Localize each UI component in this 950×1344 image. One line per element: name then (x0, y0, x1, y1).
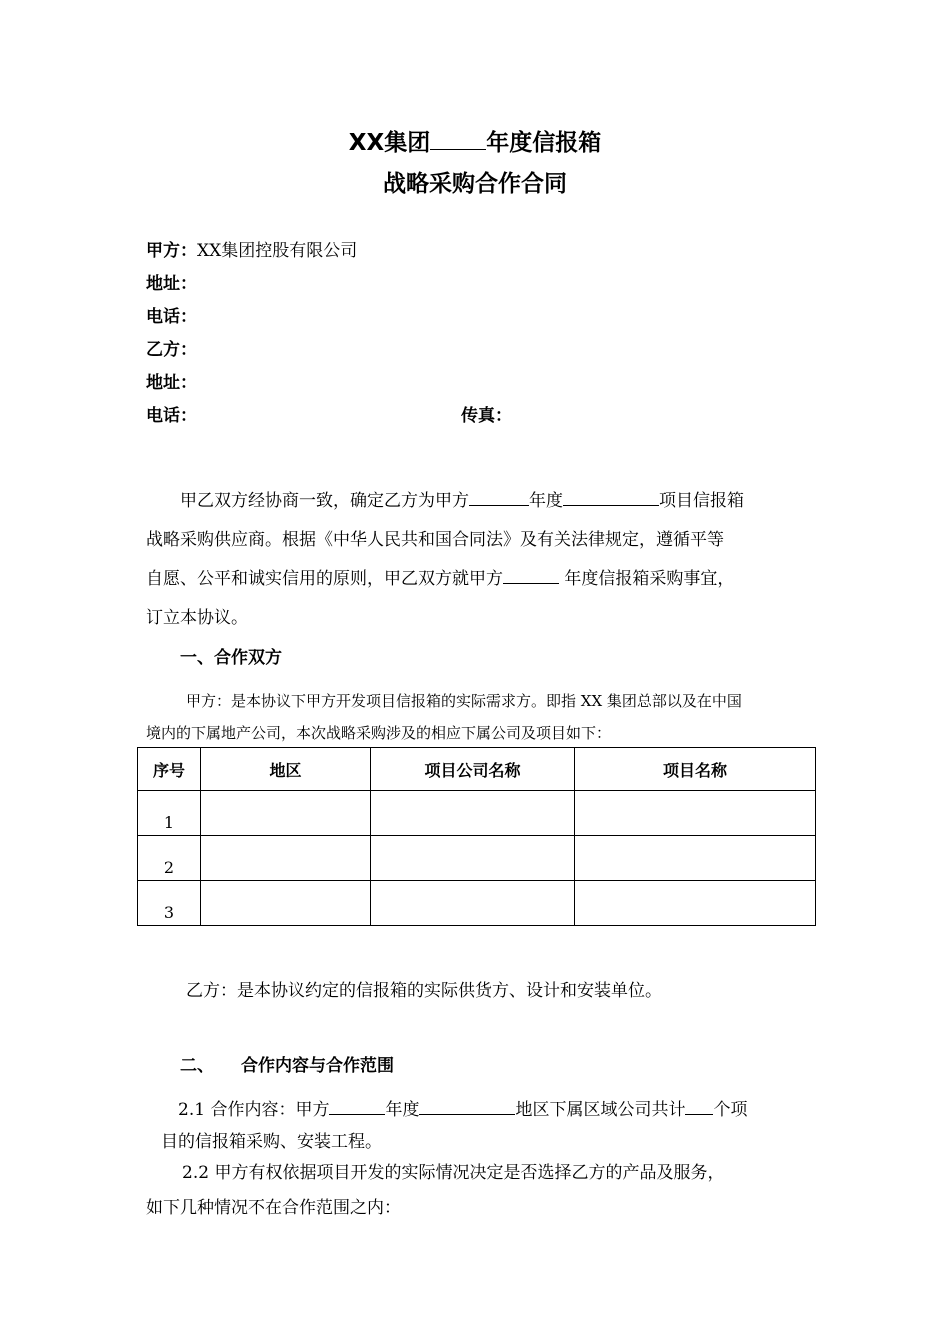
intro-line-2: 战略采购供应商。根据《中华人民共和国合同法》及有关法律规定，遵循平等 (146, 530, 724, 550)
address-a-row (146, 269, 197, 294)
section-1-paragraph-line-1: 甲方：是本协议下甲方开发项目信报箱的实际需求方。即指 XX 集团总部以及在中国 (186, 692, 742, 710)
clause-count-blank (685, 1096, 713, 1115)
table-cell (201, 881, 371, 926)
intro-line-4: 订立本协议。 (146, 608, 248, 628)
clause-2-1-line-2: 目的信报箱采购、安装工程。 (161, 1132, 382, 1152)
table-cell (371, 881, 575, 926)
party-b-label: 乙方： (146, 340, 197, 360)
intro-project-blank (563, 487, 659, 506)
intro-text: 甲乙双方经协商一致，确定乙方为甲方 (180, 491, 469, 511)
table-header-cell: 地区 (201, 748, 371, 791)
phone-b-label: 电话： (146, 406, 197, 426)
party-b-description: 乙方：是本协议约定的信报箱的实际供货方、设计和安装单位。 (186, 981, 662, 1001)
clause-text: 地区下属区域公司共计 (515, 1100, 686, 1120)
table-header-row (138, 748, 816, 791)
section-1-paragraph-line-2: 境内的下属地产公司，本次战略采购涉及的相应下属公司及项目如下： (146, 724, 612, 742)
phone-a-label: 电话： (146, 307, 197, 327)
fax-label: 传真： (461, 406, 512, 426)
clause-2-1-line-1 (178, 1095, 747, 1120)
contract-title-line1 (0, 124, 950, 157)
fax-row (461, 401, 512, 426)
table-row (138, 791, 816, 836)
table-cell (201, 791, 371, 836)
party-a-row (146, 236, 357, 261)
party-a-label: 甲方： (146, 241, 197, 261)
table-header-cell: 序号 (138, 748, 201, 791)
project-table (137, 747, 816, 926)
address-a-label: 地址： (146, 274, 197, 294)
title-prefix: XX集团 (348, 130, 431, 156)
table-cell (575, 881, 816, 926)
intro-text: 年度信报箱采购事宜， (559, 569, 735, 589)
contract-title-line2: 战略采购合作合同 (383, 171, 567, 197)
table-cell (575, 836, 816, 881)
intro-line-3 (146, 564, 734, 589)
clause-text: 年度 (385, 1100, 420, 1120)
clause-text: 2.1 合作内容：甲方 (178, 1100, 330, 1120)
table-cell-number: 2 (138, 836, 201, 881)
address-b-label: 地址： (146, 373, 197, 393)
phone-a-row (146, 302, 197, 327)
section-2-number: 二、 (180, 1056, 214, 1076)
intro-year-blank-2 (503, 565, 559, 584)
clause-text: 个项 (713, 1100, 748, 1120)
table-row (138, 881, 816, 926)
phone-b-row (146, 401, 197, 426)
section-1-heading: 一、合作双方 (180, 648, 282, 668)
table-cell (201, 836, 371, 881)
intro-text: 自愿、公平和诚实信用的原则，甲乙双方就甲方 (146, 569, 503, 589)
intro-line-1 (180, 486, 744, 511)
clause-2-2-line-2: 如下几种情况不在合作范围之内： (146, 1198, 401, 1218)
table-cell-number: 3 (138, 881, 201, 926)
clause-year-blank (329, 1096, 385, 1115)
intro-text: 年度 (529, 491, 563, 511)
table-header-cell: 项目名称 (575, 748, 816, 791)
party-a-value: XX集团控股有限公司 (197, 241, 358, 261)
table-cell (575, 791, 816, 836)
title-suffix: 年度信报箱 (486, 130, 602, 156)
table-cell-number: 1 (138, 791, 201, 836)
party-b-row (146, 335, 197, 360)
clause-region-blank (419, 1096, 515, 1115)
address-b-row (146, 368, 197, 393)
year-blank (430, 125, 486, 150)
table-cell (371, 791, 575, 836)
intro-year-blank (469, 487, 529, 506)
section-2-heading: 合作内容与合作范围 (241, 1056, 394, 1076)
intro-text: 项目信报箱 (659, 491, 744, 511)
table-row (138, 836, 816, 881)
table-header-cell: 项目公司名称 (371, 748, 575, 791)
clause-2-2-line-1: 2.2 甲方有权依据项目开发的实际情况决定是否选择乙方的产品及服务， (182, 1163, 725, 1183)
table-cell (371, 836, 575, 881)
